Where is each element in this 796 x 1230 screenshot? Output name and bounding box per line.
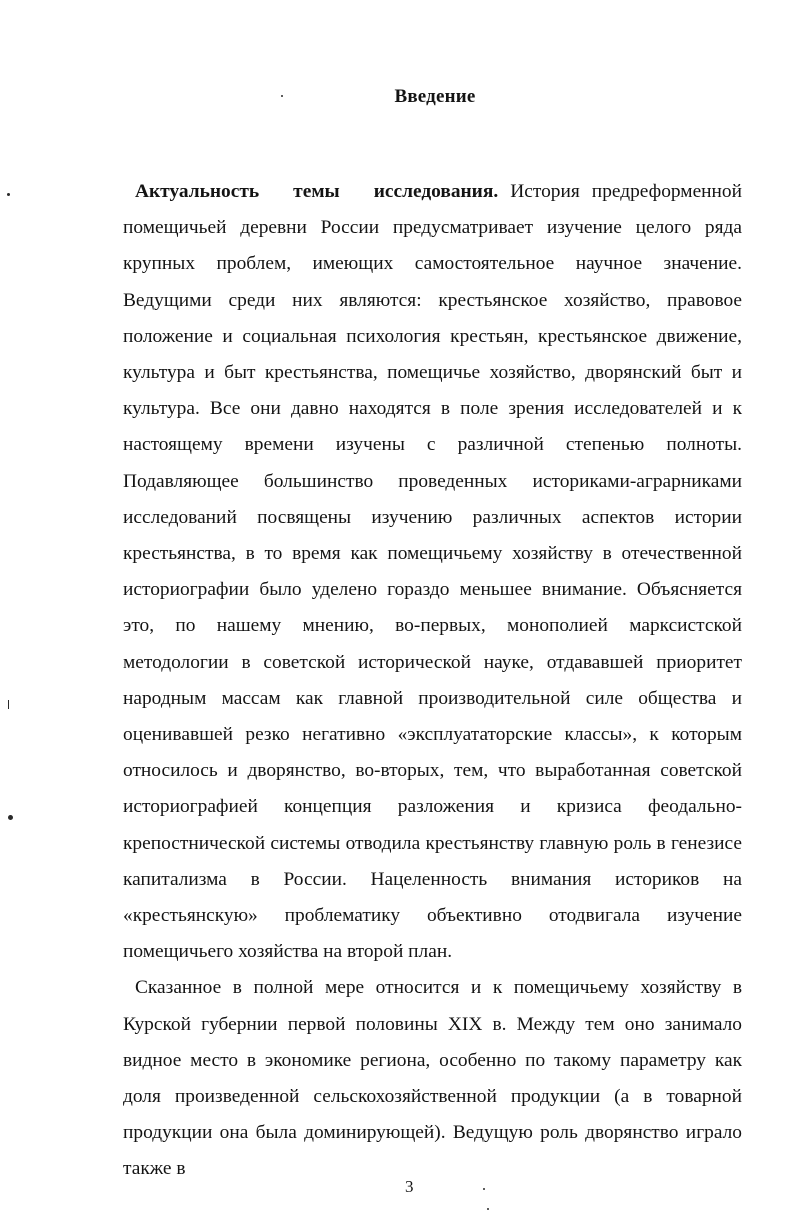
page-heading: Введение <box>394 86 476 107</box>
page-number: 3 <box>405 1177 414 1196</box>
scan-speck <box>7 193 10 196</box>
scan-speck <box>8 815 13 820</box>
paragraph-1-text: История предреформенной помещичьей деревни России предусматривает изучение целого ряда крупных проблем, имеющих самостоятельное научное значение. Ведущими среди них являются: крестьянское хозяйство, правовое положение и социальная психология крестьян, крестьянское движение, культура и быт крестьянства, помещичье хозяйство, дворянский быт и культура. Все они давно находятся в поле зрения исследователей и к настоящему времени изучены с различной степенью полноты. Подавляющее большинство проведенных историками-аграрниками исследований посвящены изучению различных аспектов истории крестьянства, в то время как помещичьему хозяйству в отечественной историографии было уделено гораздо меньшее внимание. Объясняется это, по нашему мнению, во-первых, монополией марксистской методологии в советской исторической науке, отдававшей приоритет народным массам как главной производительной силе общества и оценивавшей резко негативно «эксплуататорские классы», к которым относилось и дворянство, во-вторых, тем, что выработанная советской историографией концепция разложения и кризиса феодально-крепостнической системы отводила крестьянству главную роль в генезисе капитализма в России. Нацеленность внимания историков на «крестьянскую» проблематику объективно отодвигала изучение помещичьего хозяйства на второй план. <box>123 181 743 963</box>
scan-speck <box>8 700 9 709</box>
body-text <box>123 174 742 1188</box>
scan-speck <box>281 95 283 97</box>
paragraph-1 <box>123 174 742 970</box>
paragraph-2 <box>123 970 742 1187</box>
paragraph-lead: Актуальность темы исследования. <box>135 181 499 202</box>
paragraph-2-text: Сказанное в полной мере относится и к помещичьему хозяйству в Курской губернии первой половины XIX в. Между тем оно занимало видное место в экономике региона, особенно по такому параметру как доля произведенной сельскохозяйственной продукции (а в товарной продукции она была доминирующей). Ведущую роль дворянство играло также в <box>123 977 742 1180</box>
scan-speck <box>483 1188 485 1190</box>
scan-speck <box>487 1208 489 1210</box>
